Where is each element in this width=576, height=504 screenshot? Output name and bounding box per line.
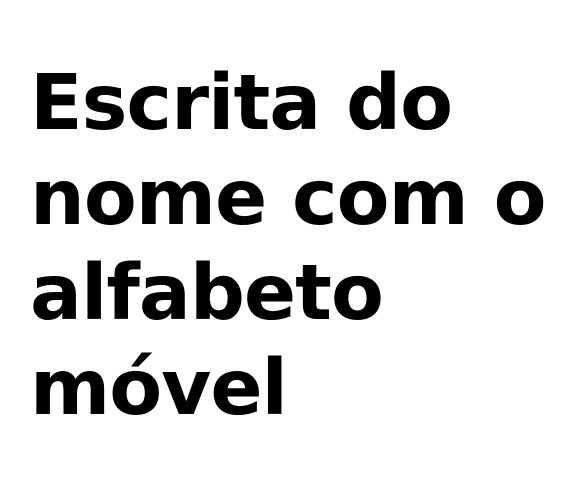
title-line-2: nome com o: [30, 154, 546, 243]
document-title: [30, 56, 566, 436]
title-line-4: móvel: [30, 344, 287, 433]
title-line-3: alfabeto: [30, 249, 383, 338]
title-line-1: Escrita do: [30, 59, 453, 148]
